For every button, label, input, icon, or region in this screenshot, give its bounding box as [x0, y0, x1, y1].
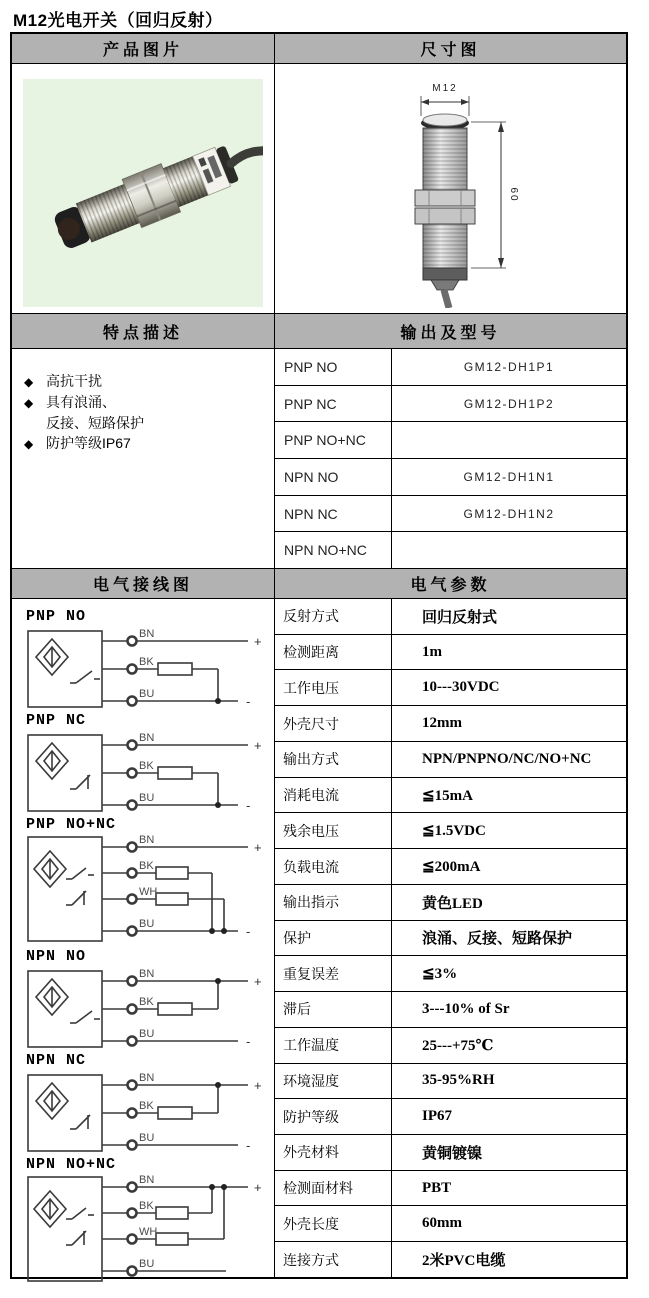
- param-row: [275, 849, 626, 885]
- param-value: 12mm: [422, 715, 462, 732]
- model-number: GM12-DH1P2: [463, 396, 555, 411]
- param-label: 重复误差: [275, 956, 392, 991]
- output-model-row: [275, 496, 626, 533]
- param-value: ≦1.5VDC: [422, 823, 486, 840]
- wire-label-bk: BK: [139, 996, 154, 1008]
- param-label: 外壳尺寸: [275, 706, 392, 741]
- param-value: ≦15mA: [422, 787, 473, 804]
- bullet-icon: ◆: [24, 375, 34, 389]
- wiring-diagram-pnp-nc: [18, 712, 274, 813]
- param-value: 25---+75℃: [422, 1037, 494, 1054]
- param-row: [275, 742, 626, 778]
- param-label: 反射方式: [275, 599, 392, 634]
- param-value: 3---10% of Sr: [422, 1000, 510, 1017]
- plus-sign: +: [254, 1180, 262, 1195]
- wire-label-bn: BN: [139, 834, 155, 846]
- param-value: 黄色LED: [422, 895, 483, 912]
- output-model-row: [275, 459, 626, 496]
- param-value: ≦3%: [422, 966, 458, 983]
- param-row: [275, 706, 626, 742]
- diagram-title: PNP NO+NC: [26, 816, 117, 833]
- feature-item: [24, 413, 274, 433]
- wire-label-bn: BN: [139, 968, 155, 980]
- param-value: 黄铜镀镍: [422, 1145, 483, 1162]
- wiring-diagrams-cell: [12, 599, 275, 1277]
- param-label: 输出指示: [275, 885, 392, 920]
- param-row: [275, 813, 626, 849]
- plus-sign: +: [254, 634, 262, 649]
- bullet-icon: ◆: [24, 437, 34, 451]
- param-label: 工作温度: [275, 1028, 392, 1063]
- param-label: 工作电压: [275, 670, 392, 705]
- product-photo-cell: [12, 64, 275, 313]
- wire-label-bk: BK: [139, 1100, 154, 1112]
- param-value: 60mm: [422, 1215, 462, 1232]
- wire-label-bk: BK: [139, 1200, 154, 1212]
- param-row: [275, 1242, 626, 1277]
- param-label: 输出方式: [275, 742, 392, 777]
- wire-label-bu: BU: [139, 688, 155, 700]
- wiring-diagram-npn-no-nc: [18, 1156, 274, 1285]
- wiring-diagram-pnp-no-nc: [18, 816, 274, 945]
- param-label: 连接方式: [275, 1242, 392, 1277]
- bullet-icon: ◆: [24, 396, 34, 410]
- output-type: NPN NO: [275, 459, 392, 495]
- param-label: 消耗电流: [275, 778, 392, 813]
- param-value: 2米PVC电缆: [422, 1253, 506, 1270]
- param-row: [275, 599, 626, 635]
- wire-label-bu: BU: [139, 1258, 155, 1270]
- param-value: 35-95%RH: [422, 1072, 495, 1089]
- param-label: 保护: [275, 921, 392, 956]
- param-label: 外壳材料: [275, 1135, 392, 1170]
- param-row: [275, 778, 626, 814]
- features-cell: [12, 349, 275, 568]
- param-value: NPN/PNPNO/NC/NO+NC: [422, 750, 592, 767]
- wire-label-bn: BN: [139, 1174, 155, 1186]
- output-model-row: [275, 422, 626, 459]
- wire-label-bn: BN: [139, 732, 155, 744]
- wiring-params-row: [12, 599, 626, 1277]
- header-row-3: [12, 569, 626, 599]
- output-models-cell: [275, 349, 626, 568]
- param-row: [275, 1028, 626, 1064]
- param-label: 检测面材料: [275, 1171, 392, 1206]
- feature-text: 防护等级IP67: [46, 435, 131, 451]
- wire-label-bu: BU: [139, 1028, 155, 1040]
- dimension-header: 尺寸图: [420, 42, 481, 59]
- wire-label-wh: WH: [139, 1226, 158, 1238]
- diagram-title: PNP NO: [26, 608, 87, 625]
- param-value: 1m: [422, 643, 442, 660]
- wire-label-bu: BU: [139, 918, 155, 930]
- wire-label-bn: BN: [139, 628, 155, 640]
- param-row: [275, 635, 626, 671]
- param-value: IP67: [422, 1108, 452, 1125]
- param-value: 回归反射式: [422, 609, 498, 626]
- plus-sign: +: [254, 974, 262, 989]
- wiring-diagram-npn-no: [18, 948, 274, 1049]
- wire-label-wh: WH: [139, 886, 158, 898]
- plus-sign: +: [254, 840, 262, 855]
- header-row-2: [12, 314, 626, 349]
- param-label: 滞后: [275, 992, 392, 1027]
- param-row: [275, 1064, 626, 1100]
- feature-item: [24, 392, 274, 413]
- output-type: PNP NC: [275, 386, 392, 422]
- param-value: 10---30VDC: [422, 679, 500, 696]
- wire-label-bn: BN: [139, 1072, 155, 1084]
- header-row-1: [12, 34, 626, 64]
- model-number: [392, 532, 626, 568]
- minus-sign: -: [246, 798, 251, 813]
- param-row: [275, 956, 626, 992]
- param-label: 环境湿度: [275, 1064, 392, 1099]
- wiring-header: 电气接线图: [12, 569, 275, 598]
- feature-text: 具有浪涌、: [46, 394, 116, 410]
- product-photo: [23, 79, 263, 307]
- body-length-label: 60: [507, 187, 519, 203]
- page-title: M12光电开关（回归反射）: [13, 11, 223, 30]
- wiring-diagram-npn-nc: [18, 1052, 274, 1153]
- param-value: PBT: [422, 1179, 452, 1196]
- param-value: ≦200mA: [422, 859, 481, 875]
- output-type: PNP NO+NC: [275, 422, 392, 458]
- param-row: [275, 1206, 626, 1242]
- feature-text: 反接、短路保护: [46, 415, 144, 431]
- model-number: GM12-DH1N2: [463, 506, 555, 521]
- param-row: [275, 921, 626, 957]
- output-type: PNP NO: [275, 349, 392, 385]
- wire-label-bk: BK: [139, 656, 154, 668]
- image-row: [12, 64, 626, 314]
- param-row: [275, 992, 626, 1028]
- thread-size-label: M12: [431, 83, 458, 94]
- minus-sign: -: [246, 1034, 251, 1049]
- dimension-drawing: [351, 76, 551, 308]
- feature-item: [24, 433, 274, 454]
- minus-sign: -: [246, 1138, 251, 1153]
- param-label: 外壳长度: [275, 1206, 392, 1241]
- param-value: 浪涌、反接、短路保护: [422, 931, 573, 948]
- wire-label-bk: BK: [139, 860, 154, 872]
- parameters-header: 电气参数: [410, 577, 491, 594]
- feature-text: 高抗干扰: [46, 373, 102, 389]
- diagram-title: NPN NC: [26, 1052, 87, 1069]
- plus-sign: +: [254, 1078, 262, 1093]
- features-output-row: [12, 349, 626, 569]
- output-model-row: [275, 532, 626, 568]
- datasheet-table: [10, 32, 628, 1279]
- wire-label-bu: BU: [139, 1132, 155, 1144]
- param-row: [275, 1135, 626, 1171]
- model-number: [392, 422, 626, 458]
- wire-label-bu: BU: [139, 792, 155, 804]
- output-type: NPN NO+NC: [275, 532, 392, 568]
- output-model-row: [275, 386, 626, 423]
- output-model-row: [275, 349, 626, 386]
- param-label: 负载电流: [275, 849, 392, 884]
- output-type: NPN NC: [275, 496, 392, 532]
- param-label: 防护等级: [275, 1099, 392, 1134]
- param-label: 残余电压: [275, 813, 392, 848]
- diagram-title: NPN NO+NC: [26, 1156, 117, 1173]
- dimension-cell: [275, 64, 626, 313]
- minus-sign: -: [246, 694, 251, 709]
- param-row: [275, 1099, 626, 1135]
- model-number: GM12-DH1P1: [463, 359, 555, 374]
- features-header: 特点描述: [12, 314, 275, 348]
- wiring-diagram-pnp-no: [18, 608, 274, 709]
- param-row: [275, 885, 626, 921]
- param-label: 检测距离: [275, 635, 392, 670]
- plus-sign: +: [254, 738, 262, 753]
- product-image-header: 产品图片: [12, 34, 275, 63]
- diagram-title: PNP NC: [26, 712, 87, 729]
- model-number: GM12-DH1N1: [463, 469, 555, 484]
- parameters-cell: [275, 599, 626, 1277]
- wire-label-bk: BK: [139, 760, 154, 772]
- param-row: [275, 1171, 626, 1207]
- diagram-title: NPN NO: [26, 948, 87, 965]
- param-row: [275, 670, 626, 706]
- output-models-header: 输出及型号: [400, 324, 501, 342]
- minus-sign: -: [246, 924, 251, 939]
- feature-item: [24, 371, 274, 392]
